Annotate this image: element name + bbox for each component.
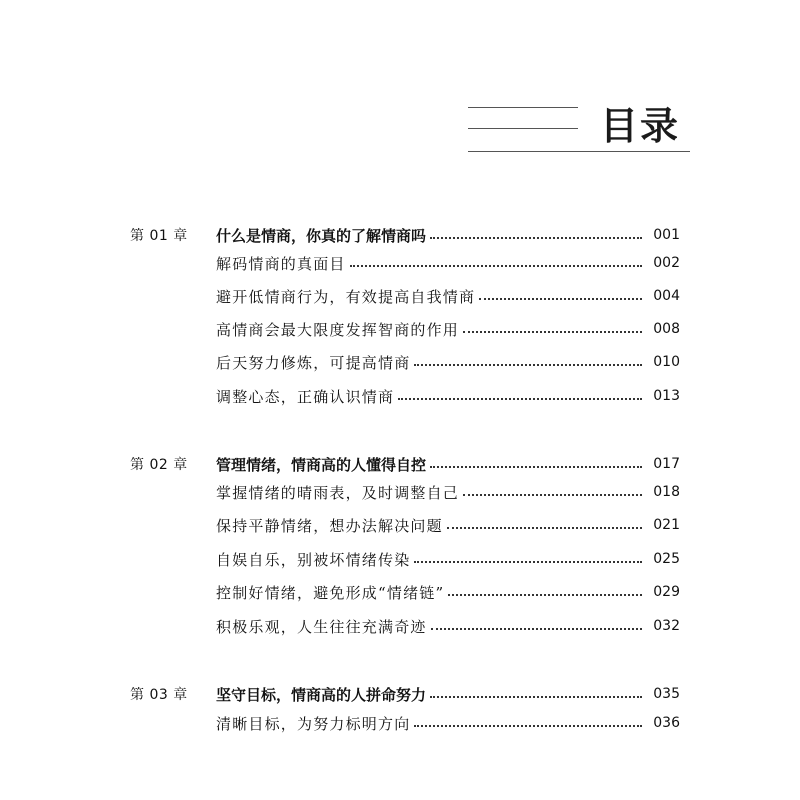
toc-section[interactable]: [130, 383, 680, 409]
toc-section[interactable]: [130, 613, 680, 639]
toc-section[interactable]: [130, 250, 680, 276]
dot-leader: [398, 398, 642, 400]
chapter-label: 第 03 章: [130, 687, 188, 703]
toc-chapter-01[interactable]: [130, 222, 680, 248]
section-title: 避开低情商行为，有效提高自我情商: [216, 287, 476, 306]
page-number: 010: [653, 354, 680, 370]
page-number: 013: [653, 388, 680, 404]
dot-leader: [414, 561, 642, 563]
page-number: 029: [653, 584, 680, 600]
chapter-title: 坚守目标，情商高的人拼命努力: [216, 685, 427, 704]
toc-section[interactable]: [130, 349, 680, 375]
page-number: 036: [653, 715, 680, 731]
page-number: 002: [653, 255, 680, 271]
toc-section[interactable]: [130, 579, 680, 605]
dot-leader: [414, 725, 642, 727]
title-rule-top: [468, 107, 578, 108]
page-number: 017: [653, 456, 680, 472]
section-title: 清晰目标，为努力标明方向: [216, 714, 411, 733]
chapter-label: 第 02 章: [130, 457, 188, 473]
dot-leader: [479, 298, 642, 300]
section-title: 高情商会最大限度发挥智商的作用: [216, 320, 460, 339]
toc-section[interactable]: [130, 710, 680, 736]
dot-leader: [430, 237, 642, 239]
page-number: 018: [653, 484, 680, 500]
chapter-title: 什么是情商，你真的了解情商吗: [216, 226, 427, 245]
dot-leader: [463, 331, 642, 333]
section-title: 保持平静情绪，想办法解决问题: [216, 516, 443, 535]
toc-chapter-02[interactable]: [130, 451, 680, 477]
section-title: 解码情商的真面目: [216, 254, 346, 273]
page-number: 021: [653, 517, 680, 533]
toc-section[interactable]: [130, 546, 680, 572]
chapter-label: 第 01 章: [130, 228, 188, 244]
dot-leader: [350, 265, 642, 267]
toc-chapter-03[interactable]: [130, 681, 680, 707]
toc-section[interactable]: [130, 316, 680, 342]
dot-leader: [448, 594, 642, 596]
page-number: 001: [653, 227, 680, 243]
page-number: 032: [653, 618, 680, 634]
section-title: 掌握情绪的晴雨表，及时调整自己: [216, 483, 460, 502]
dot-leader: [463, 494, 642, 496]
page-number: 035: [653, 686, 680, 702]
dot-leader: [430, 696, 642, 698]
toc-section[interactable]: [130, 512, 680, 538]
toc-section[interactable]: [130, 283, 680, 309]
section-title: 控制好情绪，避免形成“情绪链”: [216, 583, 445, 602]
chapter-title: 管理情绪，情商高的人懂得自控: [216, 455, 427, 474]
dot-leader: [430, 466, 642, 468]
page-number: 008: [653, 321, 680, 337]
dot-leader: [431, 628, 642, 630]
page-number: 004: [653, 288, 680, 304]
page-title: 目录: [600, 104, 681, 148]
dot-leader: [414, 364, 642, 366]
section-title: 积极乐观，人生往往充满奇迹: [216, 617, 427, 636]
page-number: 025: [653, 551, 680, 567]
toc-section[interactable]: [130, 479, 680, 505]
title-rule-middle: [468, 128, 578, 129]
dot-leader: [447, 527, 642, 529]
section-title: 自娱自乐，别被坏情绪传染: [216, 550, 411, 569]
section-title: 后天努力修炼，可提高情商: [216, 353, 411, 372]
section-title: 调整心态，正确认识情商: [216, 387, 395, 406]
